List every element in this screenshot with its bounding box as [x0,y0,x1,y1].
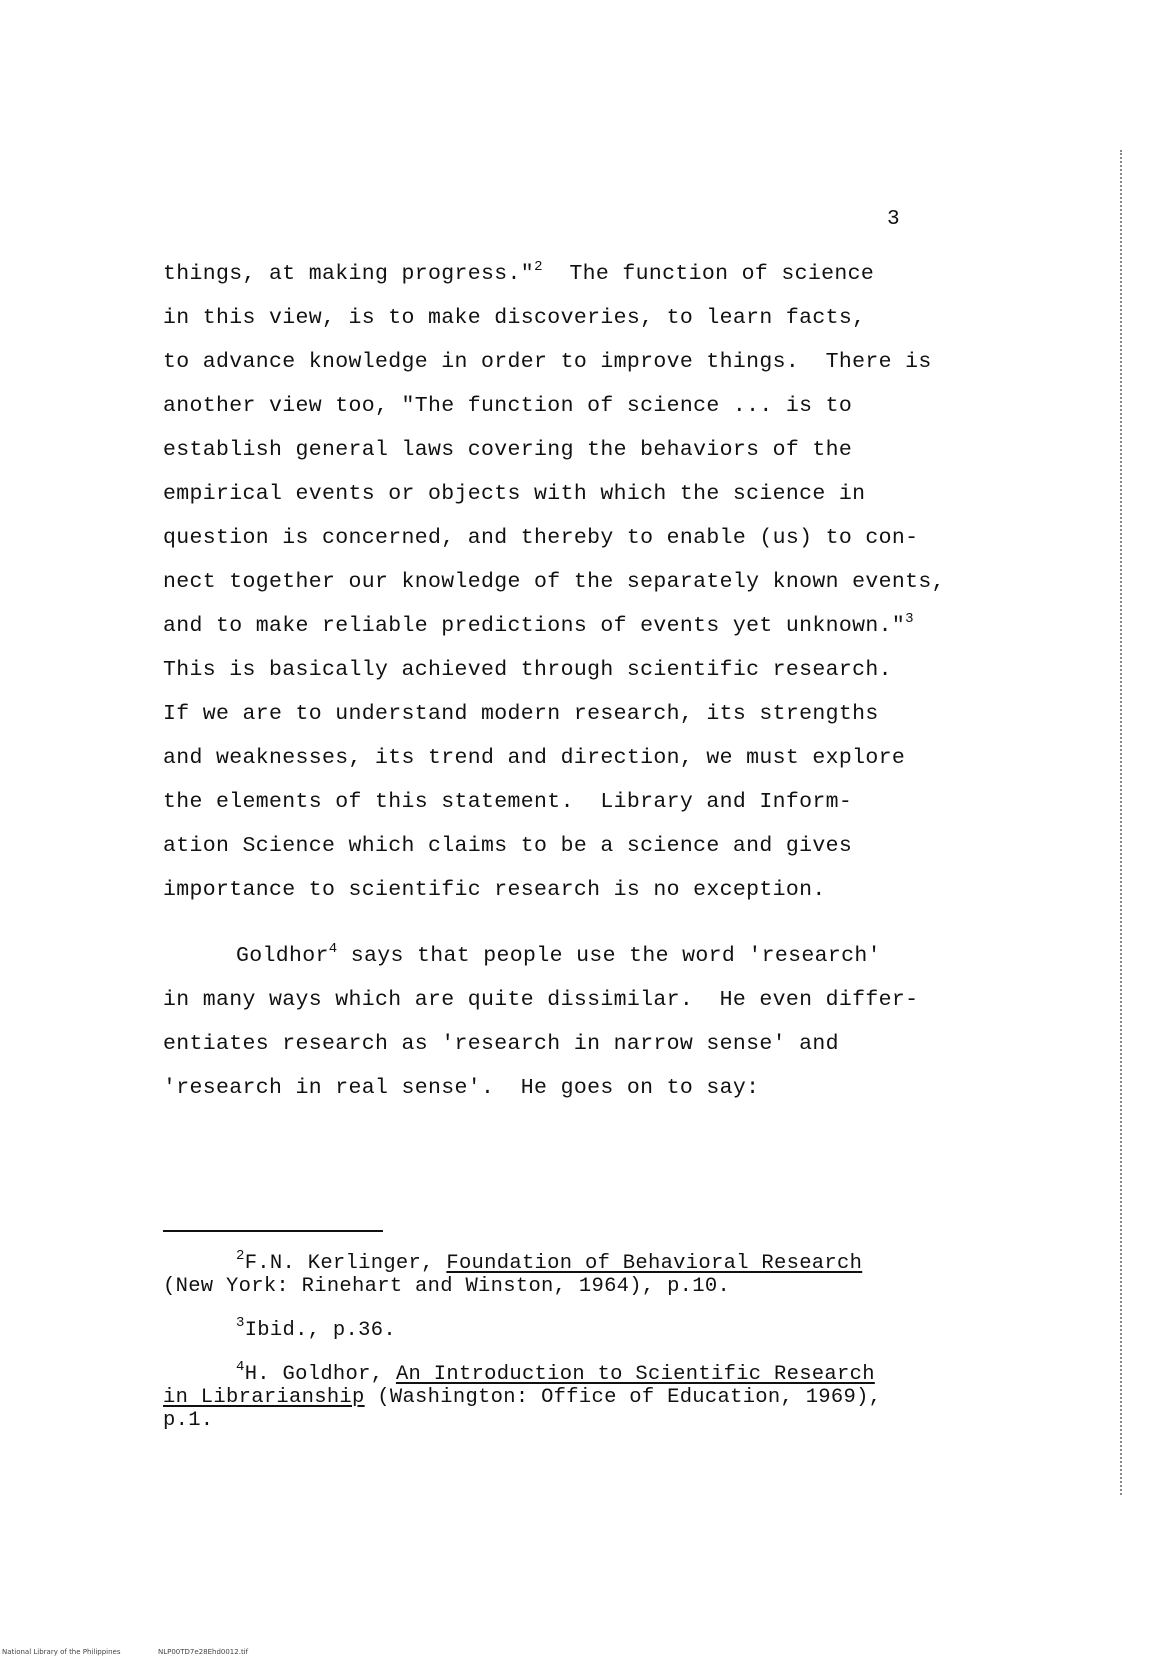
footnote-ref: 2 [534,259,543,275]
footnote-divider [163,1230,383,1232]
scan-edge [1120,150,1122,1495]
footer-filename: NLP00TD7e28Ehd0012.tif [158,1648,249,1656]
text-line: and to make reliable predictions of events yet unknown."$^3$ [163,611,914,638]
text-line: ation Science which claims to be a science and gives [163,834,853,858]
text-line: to advance knowledge in order to improve things. There is [163,350,932,374]
text-line: the elements of this statement. Library and Inform- [163,790,853,814]
footnote-4: $^4$H. Goldhor, An Introduction to Scientific Research [236,1359,875,1386]
text-line: establish general laws covering the behaviors of the [163,438,853,462]
footnote-4-page: p.1. [163,1409,214,1432]
footnote-3: $^3$Ibid., p.36. [236,1315,396,1342]
text-line: another view too, "The function of science ... is to [163,394,853,418]
text-line: entiates research as 'research in narrow sense' and [163,1032,839,1056]
footnote-4-pub: in Librarianship (Washington: Office of Education, 1969), [163,1386,882,1409]
text-line: nect together our knowledge of the separately known events, [163,570,945,594]
text-line: in this view, is to make discoveries, to learn facts, [163,306,866,330]
footnote-2: $^2$F.N. Kerlinger, Foundation of Behavioral Research [236,1248,863,1275]
footer-institution: National Library of the Philippines [2,1648,121,1656]
footnote-ref: 4 [328,941,338,957]
text-line: things, at making progress."$^2$ The function of science [163,259,875,286]
text-line: This is basically achieved through scientific research. [163,658,892,682]
text-line: question is concerned, and thereby to enable (us) to con- [163,526,919,550]
citation-title: Foundation of Behavioral Research [446,1252,863,1275]
text-line: importance to scientific research is no exception. [163,878,826,902]
page-number: 3 [887,208,900,231]
text-line: and weaknesses, its trend and direction, we must explore [163,746,906,770]
citation-title: in Librarianship [163,1386,365,1409]
text-line: in many ways which are quite dissimilar. He even differ- [163,988,919,1012]
citation-title: An Introduction to Scientific Research [395,1363,875,1386]
text-line: 'research in real sense'. He goes on to say: [163,1076,760,1100]
footnote-2-pub: (New York: Rinehart and Winston, 1964), p.10. [163,1275,731,1298]
text-line: If we are to understand modern research, its strengths [163,702,879,726]
text-line: empirical events or objects with which the science in [163,482,866,506]
text-line: Goldhor$^4$ says that people use the word 'research' [236,941,881,968]
footnote-ref: 3 [905,611,914,627]
